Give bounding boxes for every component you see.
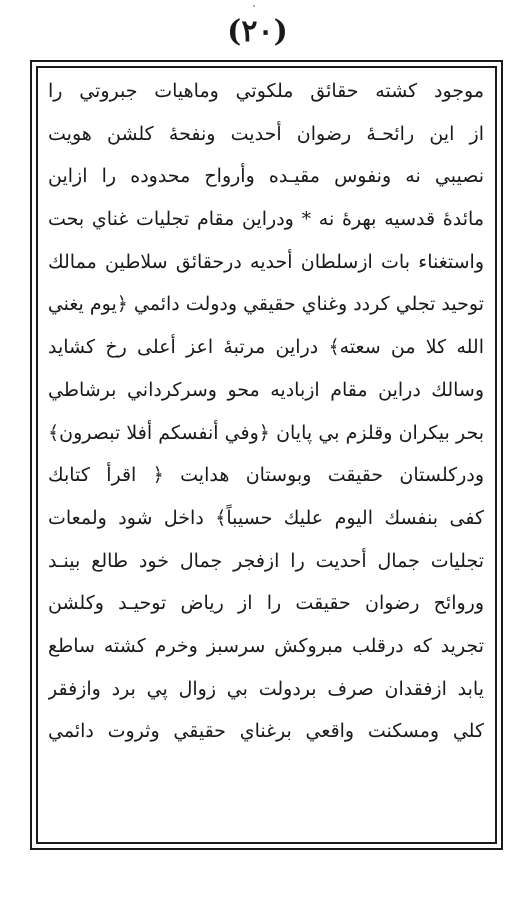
text-line: موجود كشته حقائق ملكوتي وماهيات جبروتي را xyxy=(48,80,484,102)
text-line: بحر بيكران وقلزم بي پايان ﴿وفي أنفسكم أفلا تبصرون﴾ xyxy=(48,421,484,444)
print-speck xyxy=(253,5,255,7)
text-line: تجليات جمال أحديت را ازفجر جمال خود طالع بينـد xyxy=(48,549,484,572)
text-line: مائدۀ قدسيه بهرۀ نه * ودراين مقام تجليات غناي بحت xyxy=(48,208,484,231)
body-text xyxy=(40,70,492,840)
text-line: كفى بنفسك اليوم عليك حسيباً﴾ داخل شود ولمعات xyxy=(48,506,484,529)
text-line: وسالك دراين مقام ازباديه محو وسركرداني برشاطي xyxy=(48,378,484,401)
text-line: كلي ومسكنت واقعي برغناي حقيقي وثروت دائمي xyxy=(48,720,484,743)
text-line: تجريد كه درقلب مبروكش سرسبز وخرم كشته ساطع xyxy=(48,634,484,657)
text-line: از اين رائحـۀ رضوان أحديت ونفحۀ كلشن هويت xyxy=(48,122,484,145)
text-line: توحيد تجلي كردد وغناي حقيقي ودولت دائمي ﴿يوم يغني xyxy=(48,293,484,316)
page-number: (٢٠) xyxy=(227,14,288,49)
text-line: واستغناء بات ازسلطان أحديه درحقائق سلاطين ممالك xyxy=(48,250,484,273)
text-line: وروائح رضوان حقيقت را از رياض توحيـد وكلشن xyxy=(48,592,484,615)
text-line: نصيبي نه ونفوس مقيـده وأرواح محدوده را ازاين xyxy=(48,165,484,188)
text-line: ودركلستان حقيقت وبوستان هدايت ﴿ اقرأ كتابك xyxy=(48,464,484,487)
text-line: الله كلا من سعته﴾ دراين مرتبۀ اعز أعلى رخ كشايد xyxy=(48,336,484,359)
text-line: يابد ازفقدان صرف بردولت بي زوال پي برد وازفقر xyxy=(48,677,484,700)
